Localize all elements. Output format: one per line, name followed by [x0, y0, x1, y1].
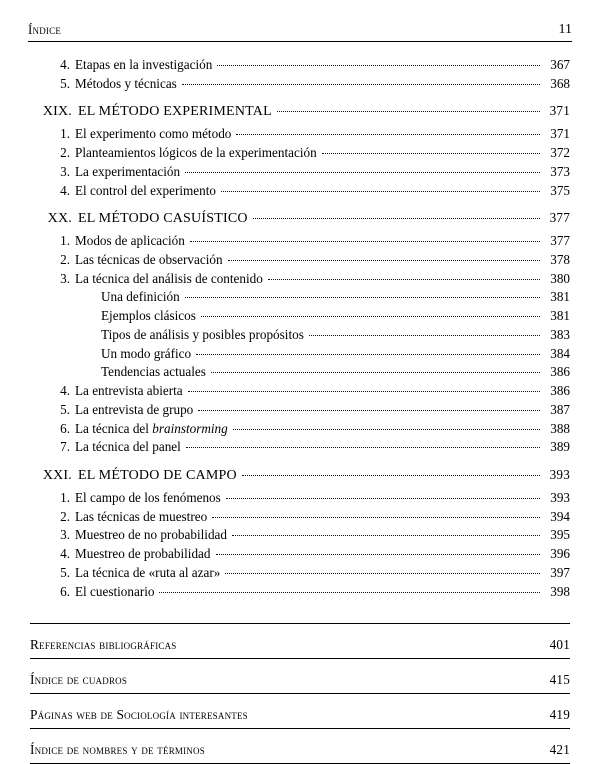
toc-entry-row[interactable]	[30, 144, 570, 163]
toc-leader-dots	[190, 240, 540, 242]
toc-entry-page: 381	[550, 308, 570, 324]
toc-entry-page: 367	[550, 57, 570, 72]
toc-chapter-row[interactable]	[30, 102, 570, 122]
toc-leader-dots	[236, 133, 540, 135]
toc-entry-page: 397	[550, 564, 570, 580]
toc-entry-number: 3.	[60, 163, 70, 179]
toc-leader-dots	[216, 553, 540, 555]
toc-entry-page: 389	[550, 439, 570, 455]
toc-leader-dots	[196, 353, 540, 355]
back-matter-label: Páginas web de Sociología interesantes	[30, 707, 248, 723]
toc-entry-number: XIX.	[42, 104, 72, 120]
back-matter-row	[30, 742, 570, 758]
toc-entry-page: 387	[550, 401, 570, 417]
toc-entry-label: Una definición	[101, 289, 180, 305]
back-matter-block[interactable]	[30, 694, 570, 729]
toc-leader-dots	[253, 217, 540, 219]
toc-entry-page: 383	[550, 326, 570, 342]
back-matter-page: 415	[549, 672, 570, 688]
toc-leader-dots	[185, 296, 540, 298]
toc-entry-page: 393	[549, 466, 570, 482]
toc-entry-page: 378	[550, 251, 570, 267]
toc-entry-label: Muestreo de no probabilidad	[75, 527, 227, 543]
toc-entry-row[interactable]	[30, 56, 570, 75]
toc-entry-number: 6.	[60, 420, 70, 436]
toc-leader-dots	[198, 409, 540, 411]
toc-leader-dots	[226, 497, 540, 499]
toc-entry-page: 388	[550, 420, 570, 436]
toc-entry-row[interactable]	[30, 345, 570, 364]
toc-entry-label: Muestreo de probabilidad	[75, 546, 211, 562]
toc-entry-label: EL MÉTODO EXPERIMENTAL	[78, 104, 272, 120]
toc-entry-page: 368	[550, 75, 570, 91]
toc-entry-label: Etapas en la investigación	[75, 57, 213, 72]
toc-entry-label-italic: brainstorming	[152, 420, 228, 436]
toc-entry-label: El control del experimento	[75, 182, 216, 198]
back-matter-page: 419	[549, 707, 570, 723]
toc-entry-label: EL MÉTODO CASUÍSTICO	[78, 211, 248, 227]
header-rule	[28, 41, 572, 42]
toc-entry-row[interactable]	[30, 526, 570, 545]
toc-entry-number: 1.	[60, 126, 70, 142]
toc-entry-page: 398	[550, 583, 570, 599]
back-matter-label: Índice de cuadros	[30, 672, 128, 688]
toc-entry-row[interactable]	[30, 583, 570, 602]
toc-entry-label: La técnica del análisis de contenido	[75, 270, 263, 286]
toc-entry-number: XXI.	[42, 467, 72, 483]
back-matter-block[interactable]	[30, 659, 570, 694]
toc-leader-dots	[233, 428, 540, 430]
document-page	[0, 18, 600, 758]
toc-entry-number: 2.	[60, 251, 70, 267]
running-head	[28, 18, 572, 38]
toc-entry-row[interactable]	[30, 508, 570, 527]
toc-entry-page: 396	[550, 546, 570, 562]
toc-entry-row[interactable]	[30, 251, 570, 270]
toc-entry-label: La entrevista de grupo	[75, 401, 194, 417]
toc-entry-row[interactable]	[30, 326, 570, 345]
toc-entry-page: 386	[550, 364, 570, 380]
toc-leader-dots	[228, 259, 540, 261]
back-matter-page: 421	[549, 742, 570, 758]
toc-leader-dots	[322, 152, 540, 154]
toc-entry-label: La técnica de «ruta al azar»	[75, 564, 221, 580]
toc-entry-page: 371	[550, 126, 570, 142]
toc-entry-page: 377	[549, 210, 570, 226]
toc-entry-label: Tendencias actuales	[101, 364, 206, 380]
toc-entry-number: 5.	[60, 401, 70, 417]
toc-entry-page: 393	[550, 489, 570, 505]
toc-entry-number: 6.	[60, 583, 70, 599]
toc-entry-page: 375	[550, 182, 570, 198]
toc-entry-number: XX.	[47, 211, 72, 227]
toc-entry-row[interactable]	[30, 564, 570, 583]
toc-leader-dots	[232, 534, 540, 536]
toc-entry-number: 4.	[60, 182, 70, 198]
back-matter-page: 401	[549, 637, 570, 653]
toc-leader-dots	[268, 278, 540, 280]
toc-leader-dots	[221, 190, 540, 192]
running-head-title: Índice	[28, 22, 62, 37]
toc-entry-label: Planteamientos lógicos de la experimentación	[75, 145, 317, 161]
back-matter-row	[30, 672, 570, 688]
toc-entry-page: 386	[550, 383, 570, 399]
toc-entry-number: 7.	[60, 439, 70, 455]
toc-entry-row[interactable]	[30, 545, 570, 564]
toc-entry-row[interactable]	[30, 75, 570, 94]
toc-entry-page: 394	[550, 508, 570, 524]
table-of-contents	[30, 56, 570, 601]
toc-entry-number: 2.	[60, 508, 70, 524]
toc-entry-label: Modos de aplicación	[75, 233, 185, 249]
toc-entry-page: 381	[550, 289, 570, 305]
back-matter-label: Referencias bibliográficas	[30, 637, 177, 653]
toc-leader-dots	[159, 591, 540, 593]
toc-entry-label: Ejemplos clásicos	[101, 308, 196, 324]
toc-leader-dots	[188, 390, 540, 392]
toc-entry-row[interactable]	[30, 288, 570, 307]
toc-leader-dots	[242, 474, 540, 476]
toc-entry-row[interactable]	[30, 163, 570, 182]
toc-entry-label: La entrevista abierta	[75, 383, 183, 399]
toc-entry-page: 372	[550, 145, 570, 161]
toc-leader-dots	[211, 371, 540, 373]
toc-entry-number: 4.	[60, 383, 70, 399]
toc-leader-dots	[277, 110, 540, 112]
back-matter-block[interactable]	[30, 729, 570, 764]
toc-entry-row[interactable]	[30, 382, 570, 401]
toc-leader-dots	[186, 446, 540, 448]
toc-entry-label: La técnica del brainstorming	[75, 420, 228, 436]
toc-entry-number: 3.	[60, 270, 70, 286]
toc-entry-number: 2.	[60, 145, 70, 161]
toc-entry-row[interactable]	[30, 182, 570, 201]
toc-entry-label: Métodos y técnicas	[75, 75, 177, 91]
toc-leader-dots	[185, 171, 540, 173]
toc-entry-row[interactable]	[30, 401, 570, 420]
toc-entry-row[interactable]	[30, 125, 570, 144]
toc-entry-label: La experimentación	[75, 163, 181, 179]
toc-entry-label: El cuestionario	[75, 583, 155, 599]
toc-entry-page: 384	[550, 345, 570, 361]
toc-entry-label: El campo de los fenómenos	[75, 489, 221, 505]
toc-entry-number: 3.	[60, 527, 70, 543]
toc-entry-label: El experimento como método	[75, 126, 232, 142]
toc-entry-label: Las técnicas de observación	[75, 251, 223, 267]
toc-leader-dots	[309, 334, 540, 336]
toc-entry-page: 380	[550, 270, 570, 286]
toc-entry-row[interactable]	[30, 307, 570, 326]
toc-entry-number: 5.	[60, 75, 70, 91]
toc-entry-row[interactable]	[30, 420, 570, 439]
toc-entry-number: 1.	[60, 489, 70, 505]
toc-leader-dots	[201, 315, 540, 317]
toc-leader-dots	[182, 83, 540, 85]
toc-entry-label: La técnica del panel	[75, 439, 181, 455]
toc-entry-page: 377	[550, 233, 570, 249]
page-number: 11	[558, 22, 572, 37]
toc-entry-page: 395	[550, 527, 570, 543]
toc-entry-row[interactable]	[30, 270, 570, 289]
toc-entry-label: Tipos de análisis y posibles propósitos	[101, 326, 304, 342]
toc-entry-number: 4.	[60, 546, 70, 562]
toc-chapter-row[interactable]	[30, 466, 570, 486]
back-matter-label: Índice de nombres y de términos	[30, 742, 205, 758]
back-matter-list	[30, 623, 570, 764]
toc-chapter-row[interactable]	[30, 209, 570, 229]
back-matter-block[interactable]	[30, 623, 570, 659]
toc-entry-number: 1.	[60, 233, 70, 249]
toc-entry-page: 373	[550, 163, 570, 179]
toc-entry-page: 371	[549, 103, 570, 119]
toc-entry-number: 5.	[60, 564, 70, 580]
toc-leader-dots	[217, 64, 540, 66]
toc-entry-row[interactable]	[30, 489, 570, 508]
toc-entry-number: 4.	[60, 57, 70, 72]
toc-entry-row[interactable]	[30, 438, 570, 457]
toc-entry-row[interactable]	[30, 232, 570, 251]
toc-entry-label: Las técnicas de muestreo	[75, 508, 208, 524]
toc-entry-label: EL MÉTODO DE CAMPO	[78, 467, 237, 483]
toc-entry-row[interactable]	[30, 363, 570, 382]
toc-leader-dots	[212, 516, 540, 518]
toc-entry-label: Un modo gráfico	[101, 345, 192, 361]
toc-leader-dots	[225, 572, 540, 574]
back-matter-row	[30, 707, 570, 723]
